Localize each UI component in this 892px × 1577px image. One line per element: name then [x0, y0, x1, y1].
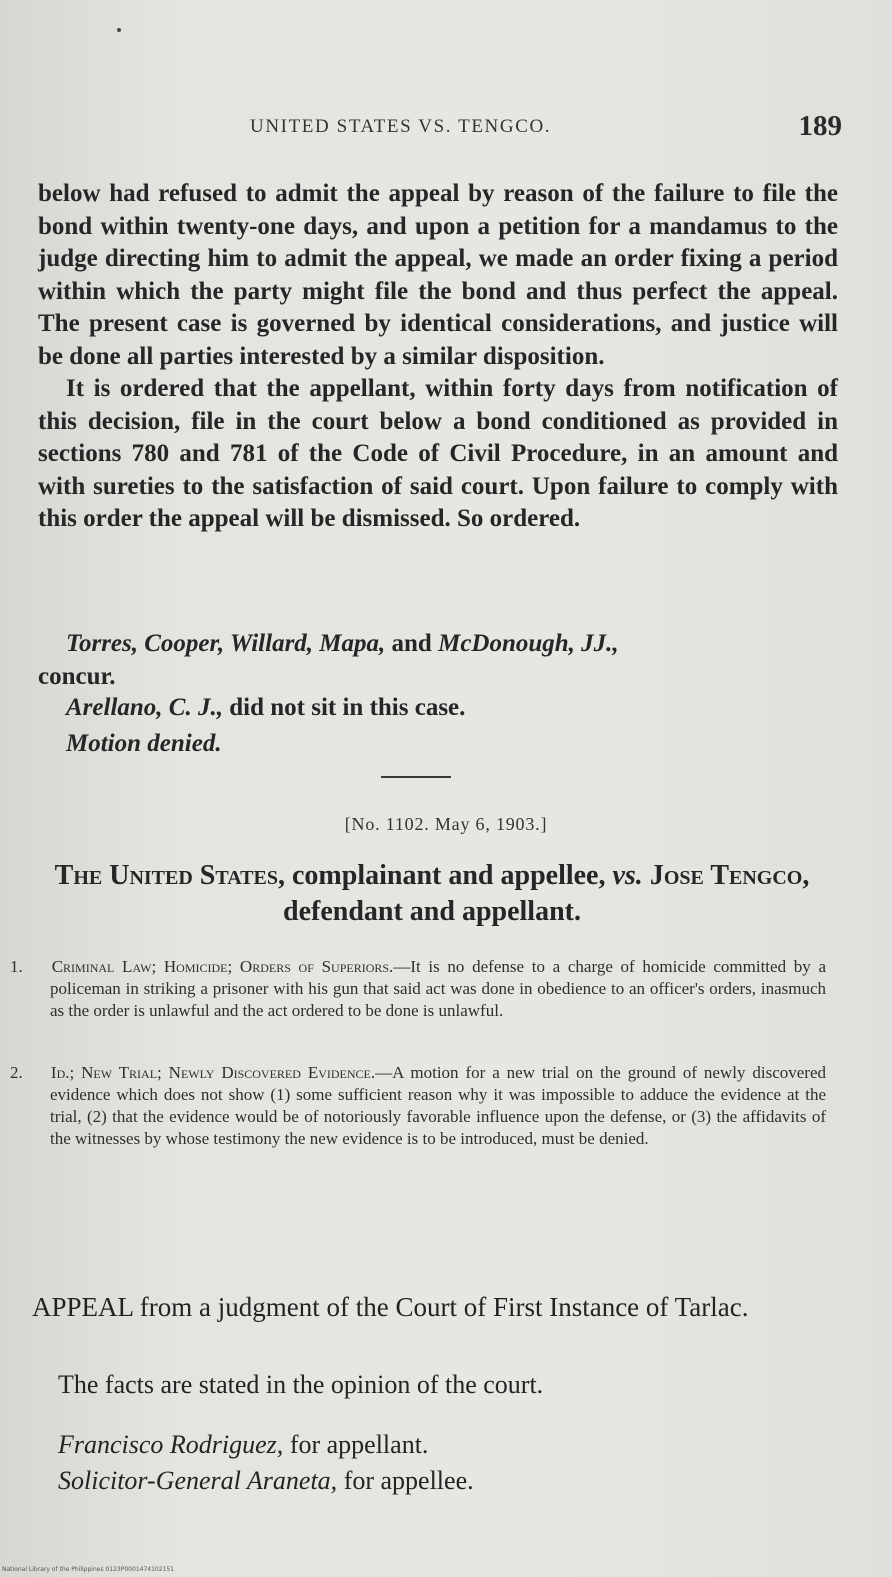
did-not-sit [66, 694, 465, 722]
case-title-plaintiff: The United States, [54, 860, 285, 891]
scan-footer: National Library of the Philippines 0123P0001474102151 [2, 1566, 174, 1573]
concur-word: concur. [38, 662, 116, 690]
opinion-text [38, 178, 838, 536]
concurring-justices: Torres, Cooper, Willard, Mapa, [66, 630, 386, 657]
appellee-counsel-name: Solicitor-General Araneta, [58, 1466, 338, 1495]
syllabus-heading: Id.; New Trial; Newly Discovered Evidence. [50, 1063, 376, 1082]
syllabus-item [10, 1062, 826, 1150]
case-title [36, 858, 828, 930]
concurrence [38, 628, 838, 693]
appellee-counsel-role: for appellee. [343, 1466, 474, 1495]
syllabus-item [10, 956, 826, 1022]
running-head: UNITED STATES VS. TENGCO. [250, 116, 552, 137]
section-divider [381, 776, 451, 778]
case-number-date: [No. 1102. May 6, 1903.] [344, 814, 548, 834]
counsel-appellee [58, 1466, 474, 1496]
case-title-defendant: Jose Tengco, [649, 860, 810, 891]
appeal-statement: APPEAL from a judgment of the Court of First Instance of Tarlac. [32, 1292, 749, 1322]
case-title-plaintiff-role: complainant and appellee, [292, 860, 606, 891]
not-sitting-text: did not sit in this case. [229, 694, 466, 721]
appellant-counsel-name: Francisco Rodriguez, [58, 1430, 284, 1459]
facts-statement: The facts are stated in the opinion of the court. [58, 1370, 544, 1399]
syllabus-number: 1. [10, 957, 23, 976]
case-title-defendant-role: defendant and appellant. [283, 896, 581, 927]
syllabus-text: —It is no defense to a charge of homicide committed by a policeman in striking a prisoner with his gun that said act was done in obedience to an officer's orders, inasmuch as the order is unlawful and the act ordered to be done is unlawful. [50, 957, 826, 1020]
syllabus-text: —A motion for a new trial on the ground of newly discovered evidence which does not show (1) some sufficient reason why it was impossible to adduce the evidence at the trial, (2) that the evidence would be of notoriously favorable influence upon the defense, or (3) the affidavits of the witnesses by whose testimony the new evidence is to be introduced, must be denied. [50, 1063, 826, 1148]
opinion-paragraph-1: below had refused to admit the appeal by reason of the failure to file the bond within twenty-one days, and upon a petition for a mandamus to the judge directing him to admit the appeal, we made an order fixing a period within which the party might file the bond and thus perfect the appeal. The present case is governed by identical considerations, and justice will be done all parties interested by a similar disposition. [38, 180, 838, 370]
concurring-last-justice: McDonough, JJ., [438, 630, 619, 657]
counsel-appellant [58, 1430, 428, 1460]
syllabus-number: 2. [10, 1063, 23, 1082]
ink-speck [117, 28, 121, 32]
opinion-paragraph-2: It is ordered that the appellant, within forty days from notification of this decision, file in the court below a bond conditioned as provided in sections 780 and 781 of the Code of Civil Procedure, in an amount and with sureties to the satisfaction of said court. Upon failure to comply with this order the appeal will be dismissed. So ordered. [38, 375, 838, 532]
disposition: Motion denied. [66, 730, 222, 757]
syllabus-heading: Criminal Law; Homicide; Orders of Superiors. [51, 957, 394, 976]
case-title-vs: vs. [612, 860, 643, 891]
appellant-counsel-role: for appellant. [289, 1430, 429, 1459]
not-sitting-justice: Arellano, C. J., [66, 694, 223, 721]
concurring-and: and [391, 630, 432, 657]
page-number: 189 [798, 110, 842, 142]
